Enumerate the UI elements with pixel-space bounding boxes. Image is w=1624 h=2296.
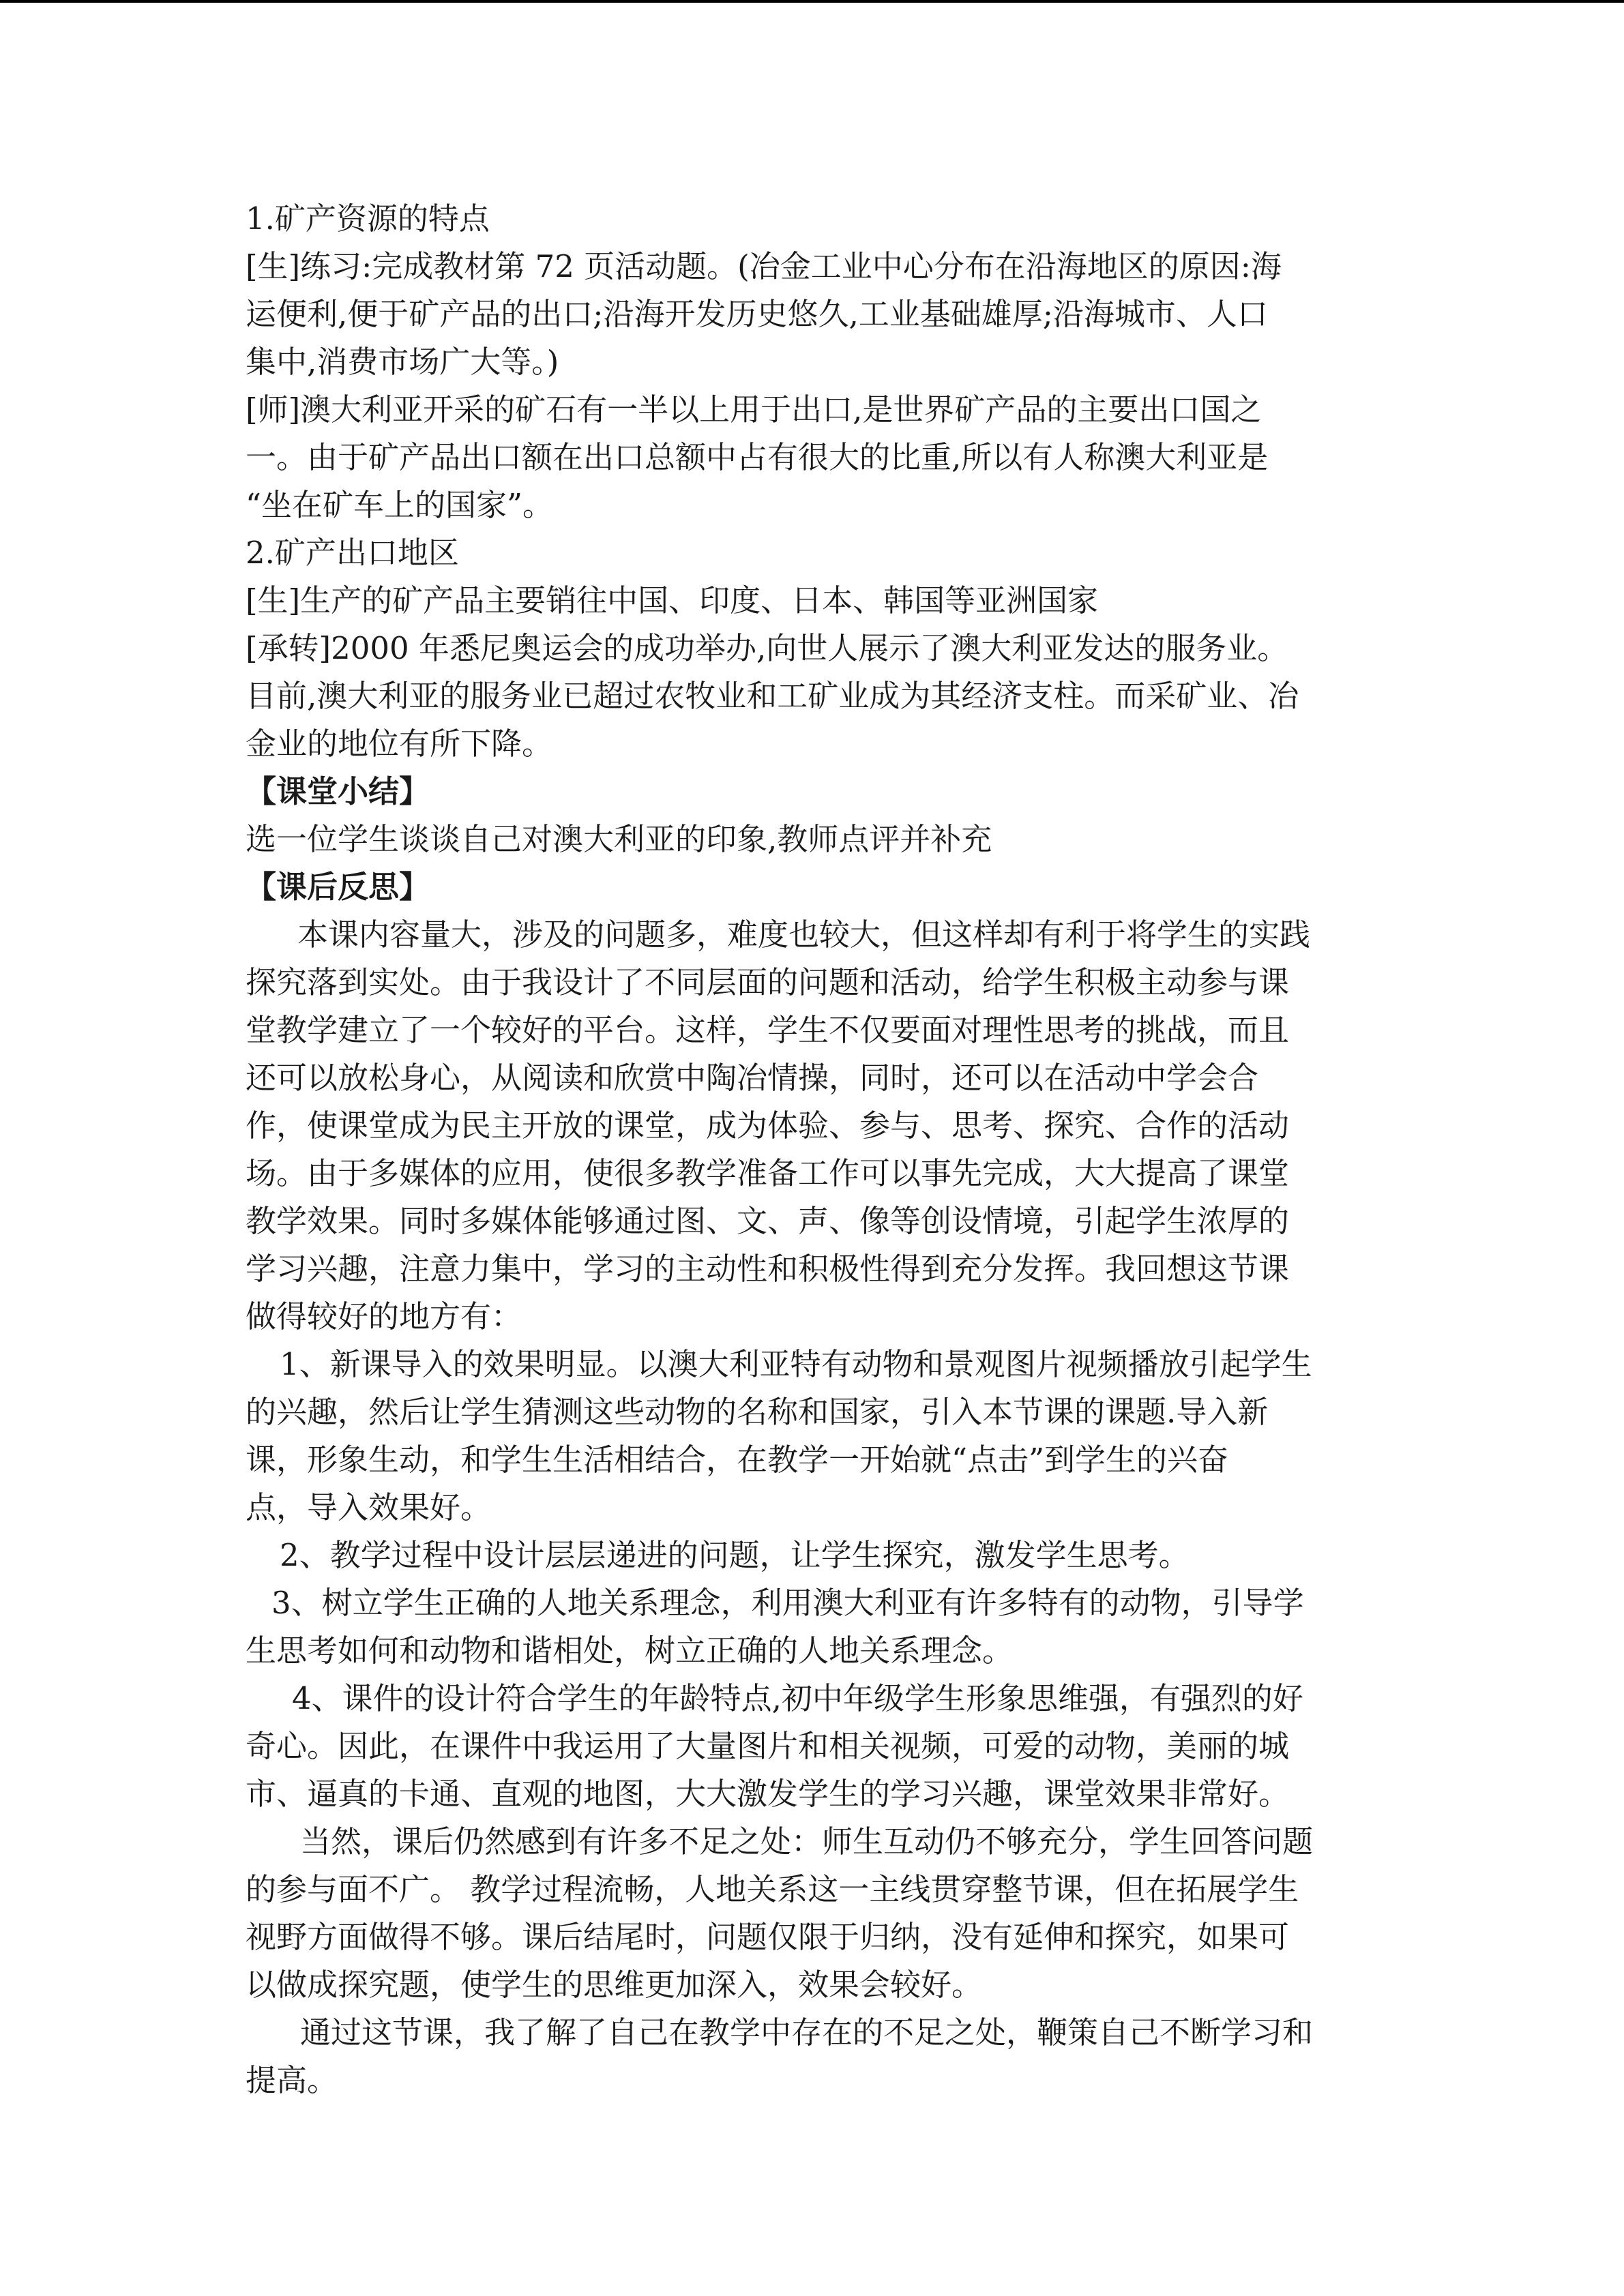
list-item-2: 2、教学过程中设计层层递进的问题，让学生探究，激发学生思考。 [280, 1537, 1190, 1573]
list-item-1-line: 的兴趣，然后让学生猜测这些动物的名称和国家，引入本节课的课题.导入新 [246, 1394, 1269, 1430]
text-line: [承转]2000 年悉尼奥运会的成功举办,向世人展示了澳大利亚发达的服务业。 [246, 630, 1288, 666]
text-line: [生]练习:完成教材第 72 页活动题。(冶金工业中心分布在沿海地区的原因:海 [246, 248, 1282, 284]
reflection-paragraph-line: 本课内容量大，涉及的问题多，难度也较大，但这样却有利于将学生的实践 [297, 916, 1311, 953]
reflection-shortcomings-line: 当然，课后仍然感到有许多不足之处：师生互动仍不够充分，学生回答问题 [300, 1823, 1314, 1860]
list-item-1-line: 1、新课导入的效果明显。以澳大利亚特有动物和景观图片视频播放引起学生 [280, 1346, 1312, 1382]
reflection-paragraph-line: 场。由于多媒体的应用，使很多教学准备工作可以事先完成，大大提高了课堂 [246, 1155, 1290, 1191]
list-item-4-line: 市、逼真的卡通、直观的地图，大大激发学生的学习兴趣，课堂效果非常好。 [246, 1776, 1290, 1812]
reflection-shortcomings-line: 视野方面做得不够。课后结尾时，问题仅限于归纳，没有延伸和探究，如果可 [246, 1919, 1290, 1955]
list-item-4-line: 4、课件的设计符合学生的年龄特点,初中年级学生形象思维强，有强烈的好 [292, 1680, 1303, 1716]
reflection-shortcomings-line: 以做成探究题，使学生的思维更加深入，效果会较好。 [246, 1967, 983, 2003]
reflection-paragraph-line: 做得较好的地方有： [246, 1298, 522, 1335]
page-top-border [0, 0, 1624, 3]
reflection-paragraph-line: 堂教学建立了一个较好的平台。这样，学生不仅要面对理性思考的挑战，而且 [246, 1012, 1290, 1048]
text-line: 目前,澳大利亚的服务业已超过农牧业和工矿业成为其经济支柱。而采矿业、冶 [246, 678, 1299, 714]
summary-heading: 【课堂小结】 [246, 773, 430, 809]
text-line: [生]生产的矿产品主要销往中国、印度、日本、韩国等亚洲国家 [246, 582, 1099, 618]
reflection-heading: 【课后反思】 [246, 869, 430, 905]
reflection-paragraph-line: 探究落到实处。由于我设计了不同层面的问题和活动，给学生积极主动参与课 [246, 964, 1290, 1000]
reflection-paragraph-line: 学习兴趣，注意力集中，学习的主动性和积极性得到充分发挥。我回想这节课 [246, 1251, 1290, 1287]
list-item-4-line: 奇心。因此，在课件中我运用了大量图片和相关视频，可爱的动物，美丽的城 [246, 1728, 1290, 1764]
text-line: [师]澳大利亚开采的矿石有一半以上用于出口,是世界矿产品的主要出口国之 [246, 391, 1262, 428]
list-item-3-line: 生思考如何和动物和谐相处，树立正确的人地关系理念。 [246, 1632, 1014, 1669]
section-heading-mineral-features: 1.矿产资源的特点 [246, 200, 490, 237]
list-item-1-line: 课，形象生动，和学生生活相结合，在教学一开始就“点击”到学生的兴奋 [246, 1442, 1229, 1478]
section-heading-export-regions: 2.矿产出口地区 [246, 535, 459, 571]
reflection-paragraph-line: 教学效果。同时多媒体能够通过图、文、声、像等创设情境，引起学生浓厚的 [246, 1203, 1290, 1239]
text-line: “坐在矿车上的国家”。 [246, 487, 554, 523]
list-item-3-line: 3、树立学生正确的人地关系理念，利用澳大利亚有许多特有的动物，引导学 [271, 1585, 1304, 1621]
reflection-paragraph-line: 还可以放松身心，从阅读和欣赏中陶冶情操，同时，还可以在活动中学会合 [246, 1060, 1259, 1096]
text-line: 运便利,便于矿产品的出口;沿海开发历史悠久,工业基础雄厚;沿海城市、人口 [246, 296, 1268, 332]
document-body [246, 195, 1378, 2104]
reflection-shortcomings-line: 的参与面不广。 教学过程流畅，人地关系这一主线贯穿整节课，但在拓展学生 [246, 1871, 1299, 1907]
text-line: 金业的地位有所下降。 [246, 726, 553, 762]
summary-text: 选一位学生谈谈自己对澳大利亚的印象,教师点评并补充 [246, 821, 992, 857]
reflection-conclusion-line: 通过这节课，我了解了自己在教学中存在的不足之处，鞭策自己不断学习和 [300, 2014, 1314, 2051]
text-line: 集中,消费市场广大等。) [246, 344, 559, 380]
reflection-paragraph-line: 作，使课堂成为民主开放的课堂，成为体验、参与、思考、探究、合作的活动 [246, 1107, 1290, 1144]
list-item-1-line: 点，导入效果好。 [246, 1489, 492, 1525]
reflection-conclusion-line: 提高。 [246, 2062, 338, 2098]
text-line: 一。由于矿产品出口额在出口总额中占有很大的比重,所以有人称澳大利亚是 [246, 439, 1269, 475]
